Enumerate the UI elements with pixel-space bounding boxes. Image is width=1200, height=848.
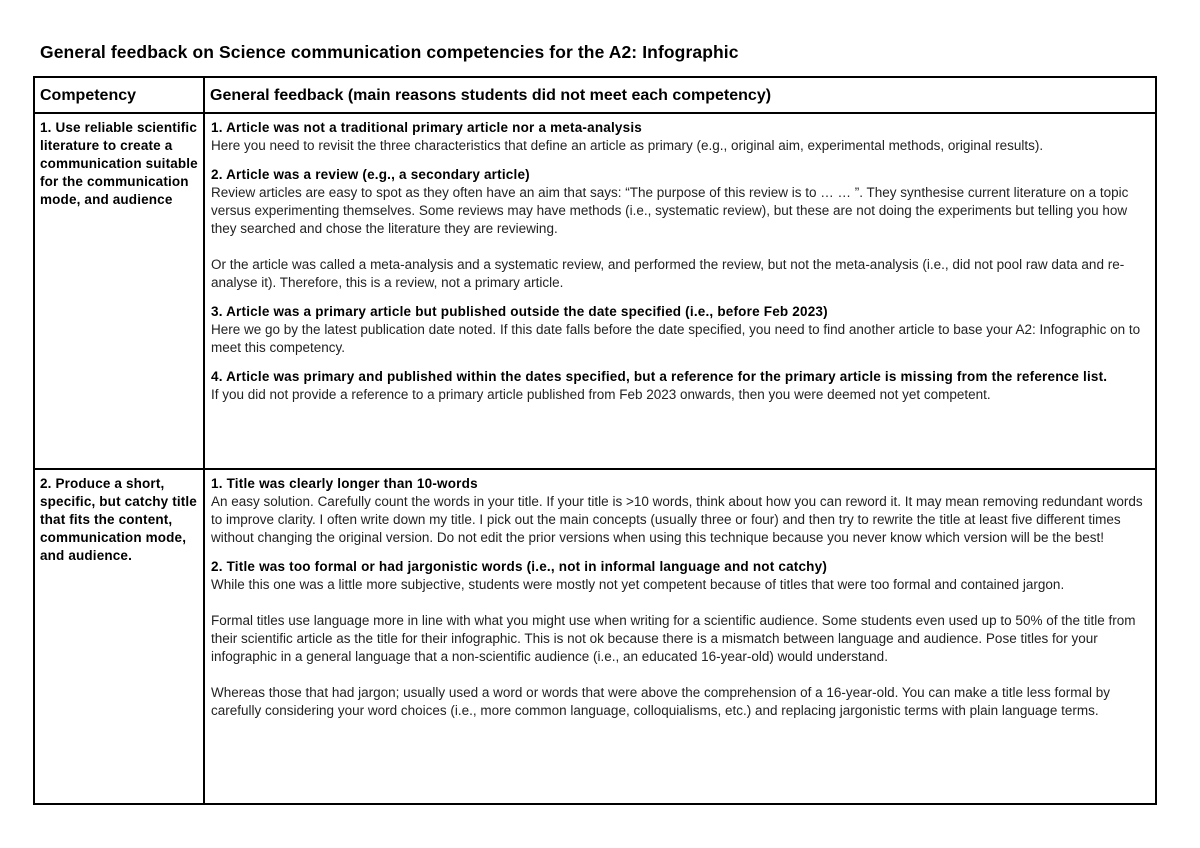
feedback-item-text: [211, 184, 1147, 292]
feedback-item-text: [211, 576, 1147, 720]
table-row: [34, 469, 1156, 804]
column-header-feedback: General feedback (main reasons students did not meet each competency): [204, 77, 1156, 113]
feedback-item-text: [211, 137, 1147, 155]
feedback-paragraph: Or the article was called a meta-analysis and a systematic review, and performed the review, but not the meta-analysis (i.e., did not pool raw data and re-analyse it). Therefore, this is a review, not a primary article.: [211, 257, 1125, 290]
feedback-cell: [204, 469, 1156, 804]
feedback-paragraph: While this one was a little more subjective, students were mostly not yet competent because of titles that were too formal and contained jargon.: [211, 577, 1065, 592]
competency-cell: 2. Produce a short, specific, but catchy title that fits the content, communication mode, and audience.: [34, 469, 204, 804]
column-header-competency: Competency: [34, 77, 204, 113]
feedback-item: [211, 303, 1147, 357]
feedback-item: [211, 119, 1147, 155]
competency-cell: 1. Use reliable scientific literature to create a communication suitable for the communication mode, and audience: [34, 113, 204, 469]
feedback-table: [33, 76, 1157, 805]
feedback-paragraph: Formal titles use language more in line with what you might use when writing for a scientific audience. Some students even used up to 50% of the title from their scientific article as the title for their infographic. This is not ok because there is a mismatch between language and audience. Pose titles for your infographic in a general language that a non-scientific audience (i.e., an educated 16-year-old) would understand.: [211, 613, 1136, 664]
feedback-paragraph: Here you need to revisit the three characteristics that define an article as primary (e.g., original aim, experimental methods, original results).: [211, 138, 1044, 153]
feedback-item: [211, 558, 1147, 720]
feedback-item-text: [211, 321, 1147, 357]
feedback-item-title: 3. Article was a primary article but published outside the date specified (i.e., before Feb 2023): [211, 304, 828, 319]
feedback-item-title: 1. Article was not a traditional primary article nor a meta-analysis: [211, 120, 642, 135]
feedback-item-text: [211, 386, 1147, 404]
page-title: General feedback on Science communication competencies for the A2: Infographic: [40, 42, 739, 62]
feedback-paragraph: If you did not provide a reference to a primary article published from Feb 2023 onwards, then you were deemed not yet competent.: [211, 387, 991, 402]
feedback-item-title: 2. Title was too formal or had jargonistic words (i.e., not in informal language and not catchy): [211, 559, 828, 574]
feedback-paragraph: An easy solution. Carefully count the words in your title. If your title is >10 words, think about how you can reword it. It may mean removing redundant words to improve clarity. I often write down my title. I pick out the main concepts (usually three or four) and then try to rewrite the title at least five different times without changing the original version. Do not edit the prior versions when using this technique because you never know which version will be the best!: [211, 494, 1143, 545]
feedback-paragraph: Whereas those that had jargon; usually used a word or words that were above the comprehension of a 16-year-old. You can make a title less formal by carefully considering your word choices (i.e., more common language, colloquialisms, etc.) and replacing jargonistic terms with plain language terms.: [211, 685, 1111, 718]
table-header-row: [34, 77, 1156, 113]
feedback-item-title: 4. Article was primary and published within the dates specified, but a reference for the primary article is missing from the reference list.: [211, 369, 1108, 384]
feedback-item: [211, 475, 1147, 547]
feedback-item-title: 1. Title was clearly longer than 10-words: [211, 476, 478, 491]
feedback-paragraph: Review articles are easy to spot as they often have an aim that says: “The purpose of this review is to … … ”. They synthesise current literature on a topic versus experimenting themselves. Some reviews may have methods (i.e., systematic review), but these are not doing the experiments but telling you how they searched and chose the literature they are reviewing.: [211, 185, 1129, 236]
feedback-cell: [204, 113, 1156, 469]
feedback-item-title: 2. Article was a review (e.g., a secondary article): [211, 167, 530, 182]
feedback-item: [211, 368, 1147, 404]
feedback-item-text: [211, 493, 1147, 547]
table-row: [34, 113, 1156, 469]
feedback-item: [211, 166, 1147, 292]
feedback-paragraph: Here we go by the latest publication date noted. If this date falls before the date specified, you need to find another article to base your A2: Infographic on to meet this competency.: [211, 322, 1141, 355]
